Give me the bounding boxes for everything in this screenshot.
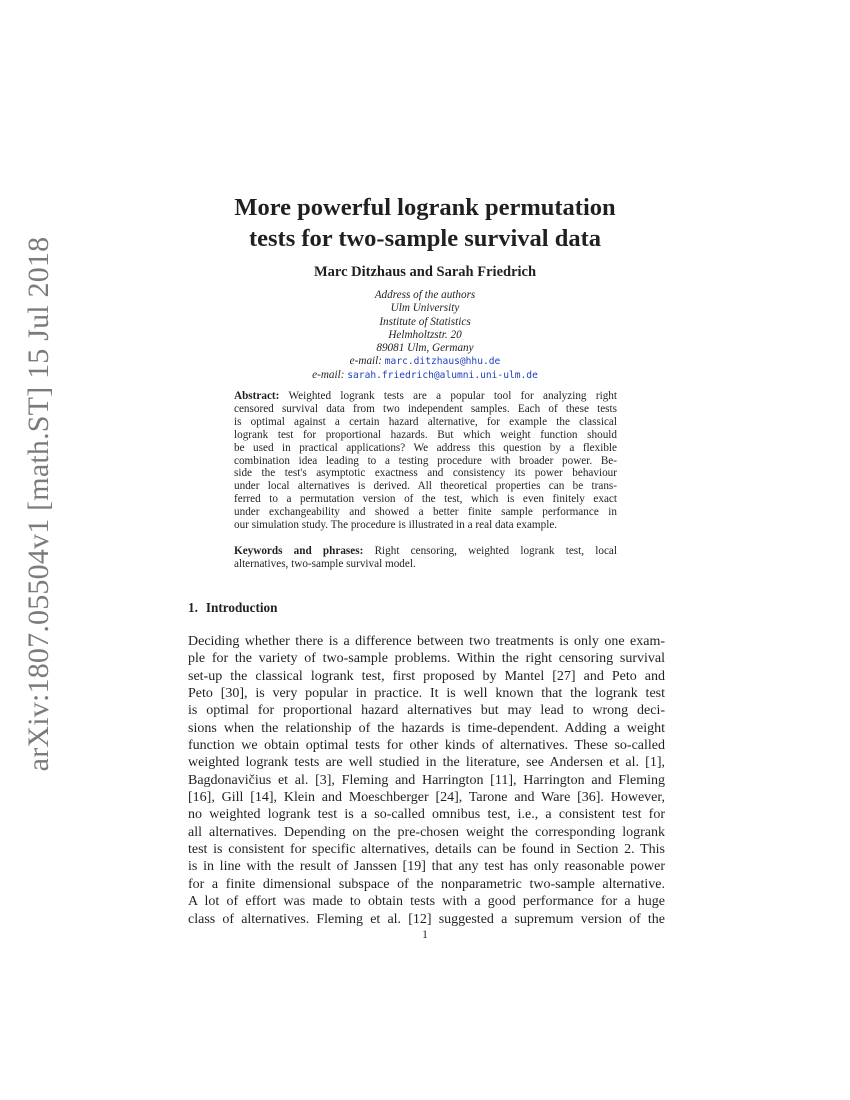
keywords (234, 545, 617, 571)
email-line (150, 369, 700, 382)
abstract-line: our simulation study. The procedure is illustrated in a real data example. (234, 519, 558, 532)
address-line: Ulm University (390, 302, 460, 315)
arxiv-identifier-text: arXiv:1807.05504v1 [math.ST] 15 Jul 2018 (22, 236, 55, 772)
paragraph-line: Deciding whether there is a difference between two treatments is only one exam- (188, 634, 665, 649)
paragraph-line: all alternatives. Depending on the pre-chosen weight the corresponding logrank (188, 824, 665, 840)
email-label: e-mail: (349, 355, 382, 368)
paragraph-line: A lot of effort was made to obtain tests with a good performance for a huge (188, 894, 665, 910)
paragraph-line: is optimal for proportional hazard alternatives but may lead to wrong deci- (188, 703, 665, 719)
address-line: Institute of Statistics (379, 315, 471, 328)
abstract-line: ferred to a permutation version of the test, which is even finitely exact (234, 493, 617, 506)
keywords-label: Keywords and phrases: (234, 545, 364, 557)
section-heading (188, 600, 277, 616)
keywords-line: alternatives, two-sample survival model. (234, 557, 416, 570)
section-title: Introduction (205, 600, 278, 615)
paragraph-line: Bagdonavičius et al. [3], Fleming and Harrington [11], Harrington and Fleming (188, 772, 665, 788)
email-line (150, 355, 700, 368)
paragraph-line: class of alternatives. Fleming et al. [12] suggested a supremum version of the (188, 911, 665, 927)
paragraph-line: no weighted logrank test is a so-called omnibus test, i.e., a consistent test for (188, 807, 665, 823)
address-line: 89081 Ulm, Germany (376, 342, 474, 355)
paper-title (150, 192, 700, 254)
abstract-text: Weighted logrank tests are a popular tool for analyzing right (288, 390, 617, 402)
address-line: Address of the authors (374, 289, 476, 301)
author-address (150, 289, 700, 382)
email-link-ditzhaus[interactable]: marc.ditzhaus@hhu.de (384, 356, 501, 368)
introduction-paragraph (188, 633, 665, 928)
paragraph-line: weighted logrank tests are well studied in the literature, see Andersen et al. [1], (188, 755, 665, 771)
paragraph-line: Peto [30], is very popular in practice. It is well known that the logrank test (188, 686, 665, 702)
abstract-line: side the test's asymptotic exactness and consistency its power behaviour (234, 467, 617, 480)
abstract-line: be used in practical applications? We address this question by a flexible (234, 441, 617, 454)
paragraph-line: sions when the relationship of the hazards is time-dependent. Adding a weight (188, 720, 665, 736)
paragraph-line: is in line with the result of Janssen [19] that any test has only reasonable power (188, 859, 665, 875)
paragraph-line: test is consistent for specific alternatives, details can be found in Section 2. This (188, 842, 665, 858)
authors: Marc Ditzhaus and Sarah Friedrich (313, 264, 537, 280)
abstract-line: under local alternatives is derived. All theoretical properties can be trans- (234, 480, 617, 493)
abstract-label: Abstract: (234, 390, 280, 402)
paragraph-line: set-up the classical logrank test, first proposed by Mantel [27] and Peto and (188, 668, 665, 684)
section-number: 1. (188, 600, 198, 615)
abstract-line (234, 390, 617, 403)
abstract-line: censored survival data from two independent samples. Each of these tests (234, 402, 617, 415)
abstract-line: combination idea leading to a testing procedure with broader power. Be- (234, 454, 617, 467)
page-number: 1 (422, 929, 428, 941)
paragraph-line: for a finite dimensional subspace of the nonparametric two-sample alternative. (188, 876, 665, 892)
email-label: e-mail: (312, 368, 345, 381)
abstract-line: logrank test for proportional hazards. But which weight function should (234, 428, 617, 441)
title-line: More powerful logrank permutation (234, 194, 616, 221)
keywords-text: Right censoring, weighted logrank test, local (374, 545, 618, 557)
keywords-line (234, 545, 617, 558)
abstract (234, 390, 617, 532)
paragraph-line: function we obtain optimal tests for other kinds of alternatives. These so-called (188, 738, 665, 754)
arxiv-identifier-sidebar (20, 236, 58, 772)
email-link-friedrich[interactable]: sarah.friedrich@alumni.uni-ulm.de (347, 369, 538, 381)
address-line: Helmholtzstr. 20 (388, 328, 462, 341)
paragraph-line: ple for the variety of two-sample problems. Within the right censoring survival (188, 651, 665, 667)
title-line: tests for two-sample survival data (248, 225, 602, 252)
abstract-line: is optimal against a certain hazard alternative, for example the classical (234, 415, 617, 428)
abstract-line: under exchangeability and showed a better finite sample performance in (234, 506, 617, 519)
paragraph-line: [16], Gill [14], Klein and Moeschberger [24], Tarone and Ware [36]. However, (188, 790, 665, 806)
